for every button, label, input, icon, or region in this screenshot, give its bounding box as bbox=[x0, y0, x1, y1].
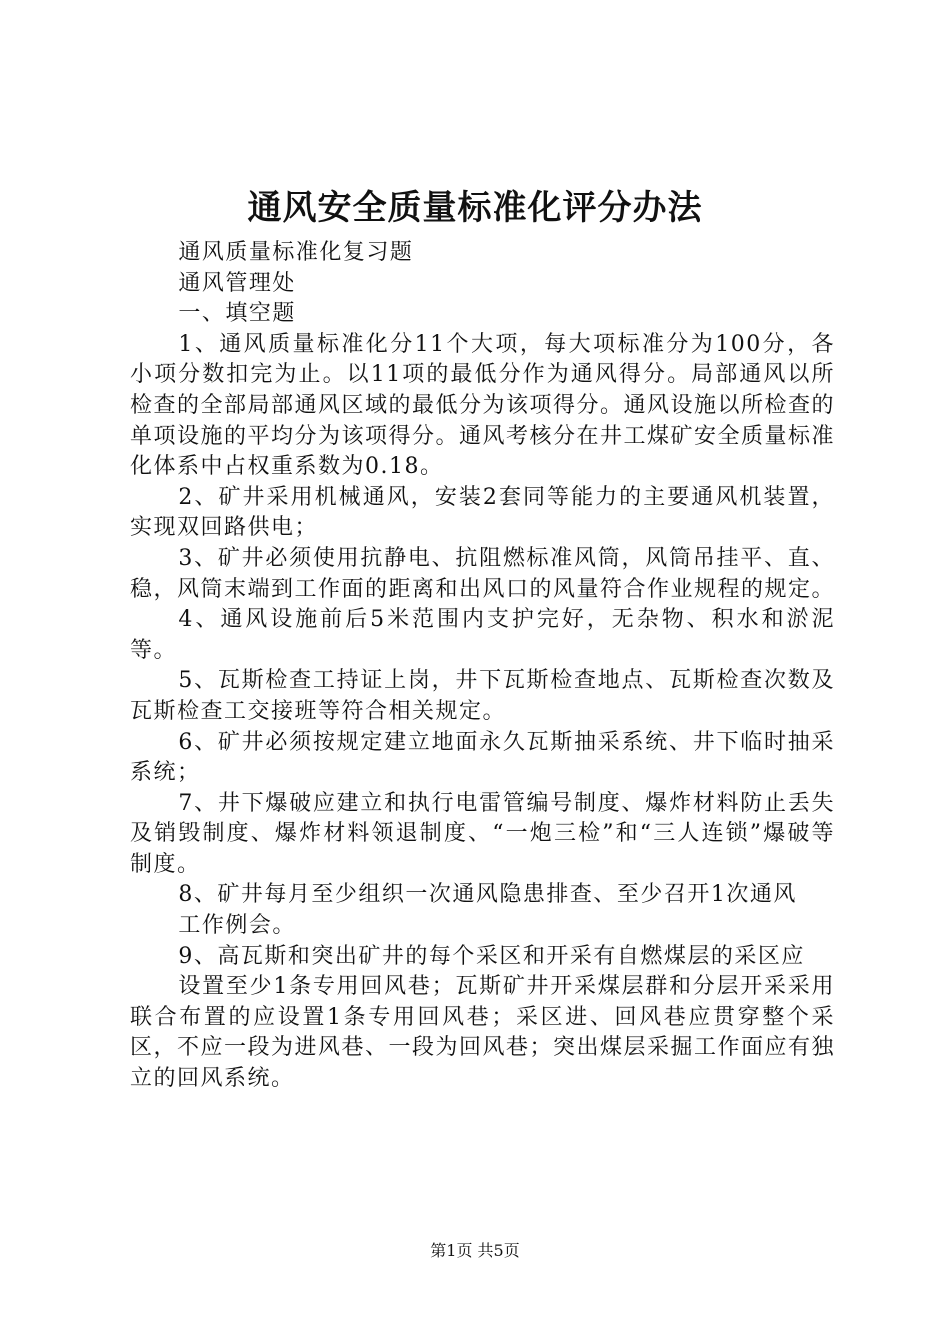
paragraph-item-8: 8、矿井每月至少组织一次通风隐患排查、至少召开1次通风 bbox=[178, 882, 797, 908]
paragraph-item-4: 4、通风设施前后5米范围内支护完好，无杂物、积水和淤泥等。 bbox=[130, 607, 835, 663]
paragraph-subtitle: 通风质量标准化复习题 bbox=[178, 240, 414, 265]
paragraph-item-6: 6、矿井必须按规定建立地面永久瓦斯抽采系统、井下临时抽采系统； bbox=[130, 729, 835, 786]
page-number-footer: 第1页 共5页 bbox=[430, 1241, 520, 1260]
paragraph-item-9: 9、高瓦斯和突出矿井的每个采区和开采有自燃煤层的采区应 bbox=[178, 943, 805, 969]
paragraph-item-9-continued: 设置至少1条专用回风巷；瓦斯矿井开采煤层群和分层开采采用联合布置的应设置1条专用回风巷；采区进、回风巷应贯穿整个采区，不应一段为进风巷、一段为回风巷；突出煤层采掘工作面应有独立的回风系统。 bbox=[130, 974, 836, 1092]
paragraph-item-3: 3、矿井必须使用抗静电、抗阻燃标准风筒，风筒吊挂平、直、稳，风筒末端到工作面的距离和出风口的风量符合作业规程的规定。 bbox=[130, 545, 836, 602]
paragraph-item-7: 7、井下爆破应建立和执行电雷管编号制度、爆炸材料防止丢失及销毁制度、爆炸材料领退制度、“一炮三检”和“三人连锁”爆破等制度。 bbox=[130, 790, 835, 877]
paragraph-item-1: 1、通风质量标准化分11个大项，每大项标准分为100分，各小项分数扣完为止。以11项的最低分作为通风得分。局部通风以所检查的全部局部通风区域的最低分为该项得分。通风设施以所检查的单项设施的平均分为该项得分。通风考核分在井工煤矿安全质量标准化体系中占权重系数为0.18。 bbox=[130, 331, 836, 480]
document-body bbox=[130, 238, 835, 1095]
document-title: 通风安全质量标准化评分办法 bbox=[247, 188, 703, 228]
paragraph-item-5: 5、瓦斯检查工持证上岗，井下瓦斯检查地点、瓦斯检查次数及瓦斯检查工交接班等符合相关规定。 bbox=[130, 668, 835, 724]
paragraph-item-8-continued: 工作例会。 bbox=[178, 913, 296, 939]
section-heading: 一、填空题 bbox=[178, 301, 296, 327]
paragraph-item-2: 2、矿井采用机械通风，安装2套同等能力的主要通风机装置，实现双回路供电； bbox=[130, 484, 835, 541]
paragraph-department: 通风管理处 bbox=[178, 270, 296, 296]
